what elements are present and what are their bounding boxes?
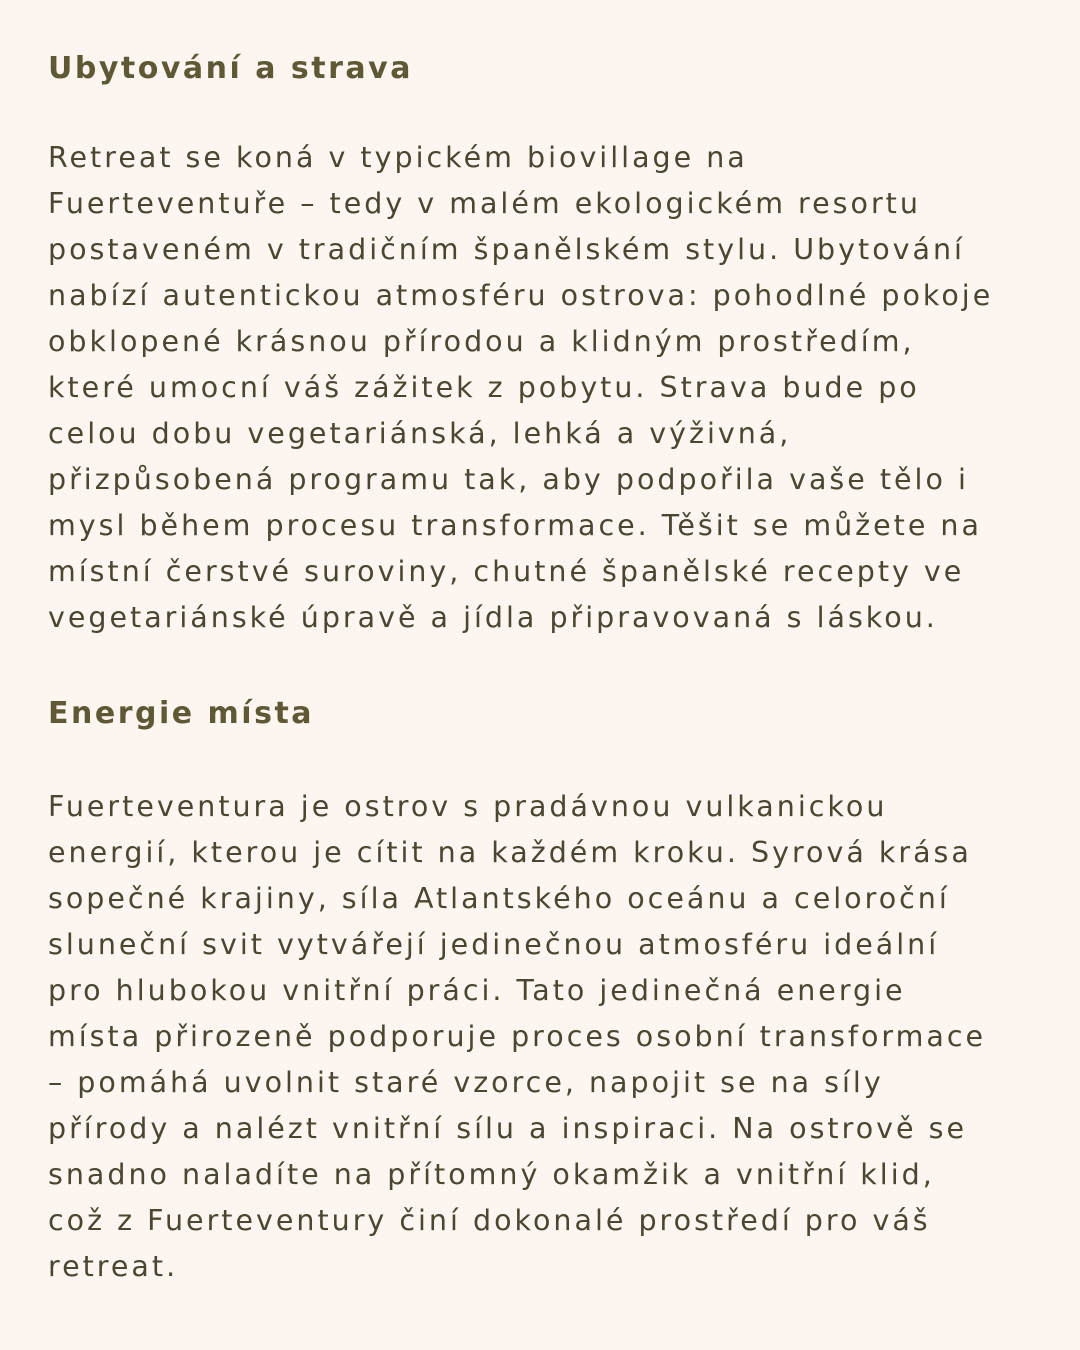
paragraph-line: retreat. <box>48 1250 179 1283</box>
paragraph-line: celou dobu vegetariánská, lehká a výživná, <box>48 417 792 450</box>
paragraph-line: pro hlubokou vnitřní práci. Tato jedinečná energie <box>48 974 906 1007</box>
paragraph-line: snadno naladíte na přítomný okamžik a vnitřní klid, <box>48 1158 935 1191</box>
paragraph-line: obklopené krásnou přírodou a klidným prostředím, <box>48 325 915 358</box>
paragraph-line: což z Fuerteventury činí dokonalé prostředí pro váš <box>48 1204 931 1237</box>
paragraph-line: Fuerteventuře – tedy v malém ekologickém resortu <box>48 187 921 220</box>
paragraph-line: vegetariánské úpravě a jídla připravovaná s láskou. <box>48 601 938 634</box>
paragraph-line: sluneční svit vytvářejí jedinečnou atmosféru ideální <box>48 928 940 961</box>
paragraph-line: Retreat se koná v typickém biovillage na <box>48 141 748 174</box>
paragraph-line: mysl během procesu transformace. Těšit se můžete na <box>48 509 982 542</box>
paragraph-line: místní čerstvé suroviny, chutné španělské recepty ve <box>48 555 965 588</box>
paragraph-line: nabízí autentickou atmosféru ostrova: pohodlné pokoje <box>48 279 994 312</box>
paragraph-line: místa přirozeně podporuje proces osobní transformace <box>48 1020 987 1053</box>
section-heading-place-energy: Energie místa <box>48 696 315 731</box>
paragraph-line: Fuerteventura je ostrov s pradávnou vulkanickou <box>48 790 888 823</box>
paragraph-line: přizpůsobená programu tak, aby podpořila vaše tělo i <box>48 463 969 496</box>
paragraph-line: přírody a nalézt vnitřní sílu a inspiraci. Na ostrově se <box>48 1112 967 1145</box>
paragraph-line: které umocní váš zážitek z pobytu. Strava bude po <box>48 371 920 404</box>
paragraph-line: postaveném v tradičním španělském stylu. Ubytování <box>48 233 965 266</box>
paragraph-line: – pomáhá uvolnit staré vzorce, napojit se na síly <box>48 1066 884 1099</box>
paragraph-line: energií, kterou je cítit na každém kroku. Syrová krása <box>48 836 972 869</box>
section-paragraph-accommodation <box>48 135 1040 641</box>
paragraph-line: sopečné krajiny, síla Atlantského oceánu a celoroční <box>48 882 950 915</box>
section-paragraph-place-energy <box>48 784 1040 1290</box>
section-heading-accommodation: Ubytování a strava <box>48 51 413 86</box>
